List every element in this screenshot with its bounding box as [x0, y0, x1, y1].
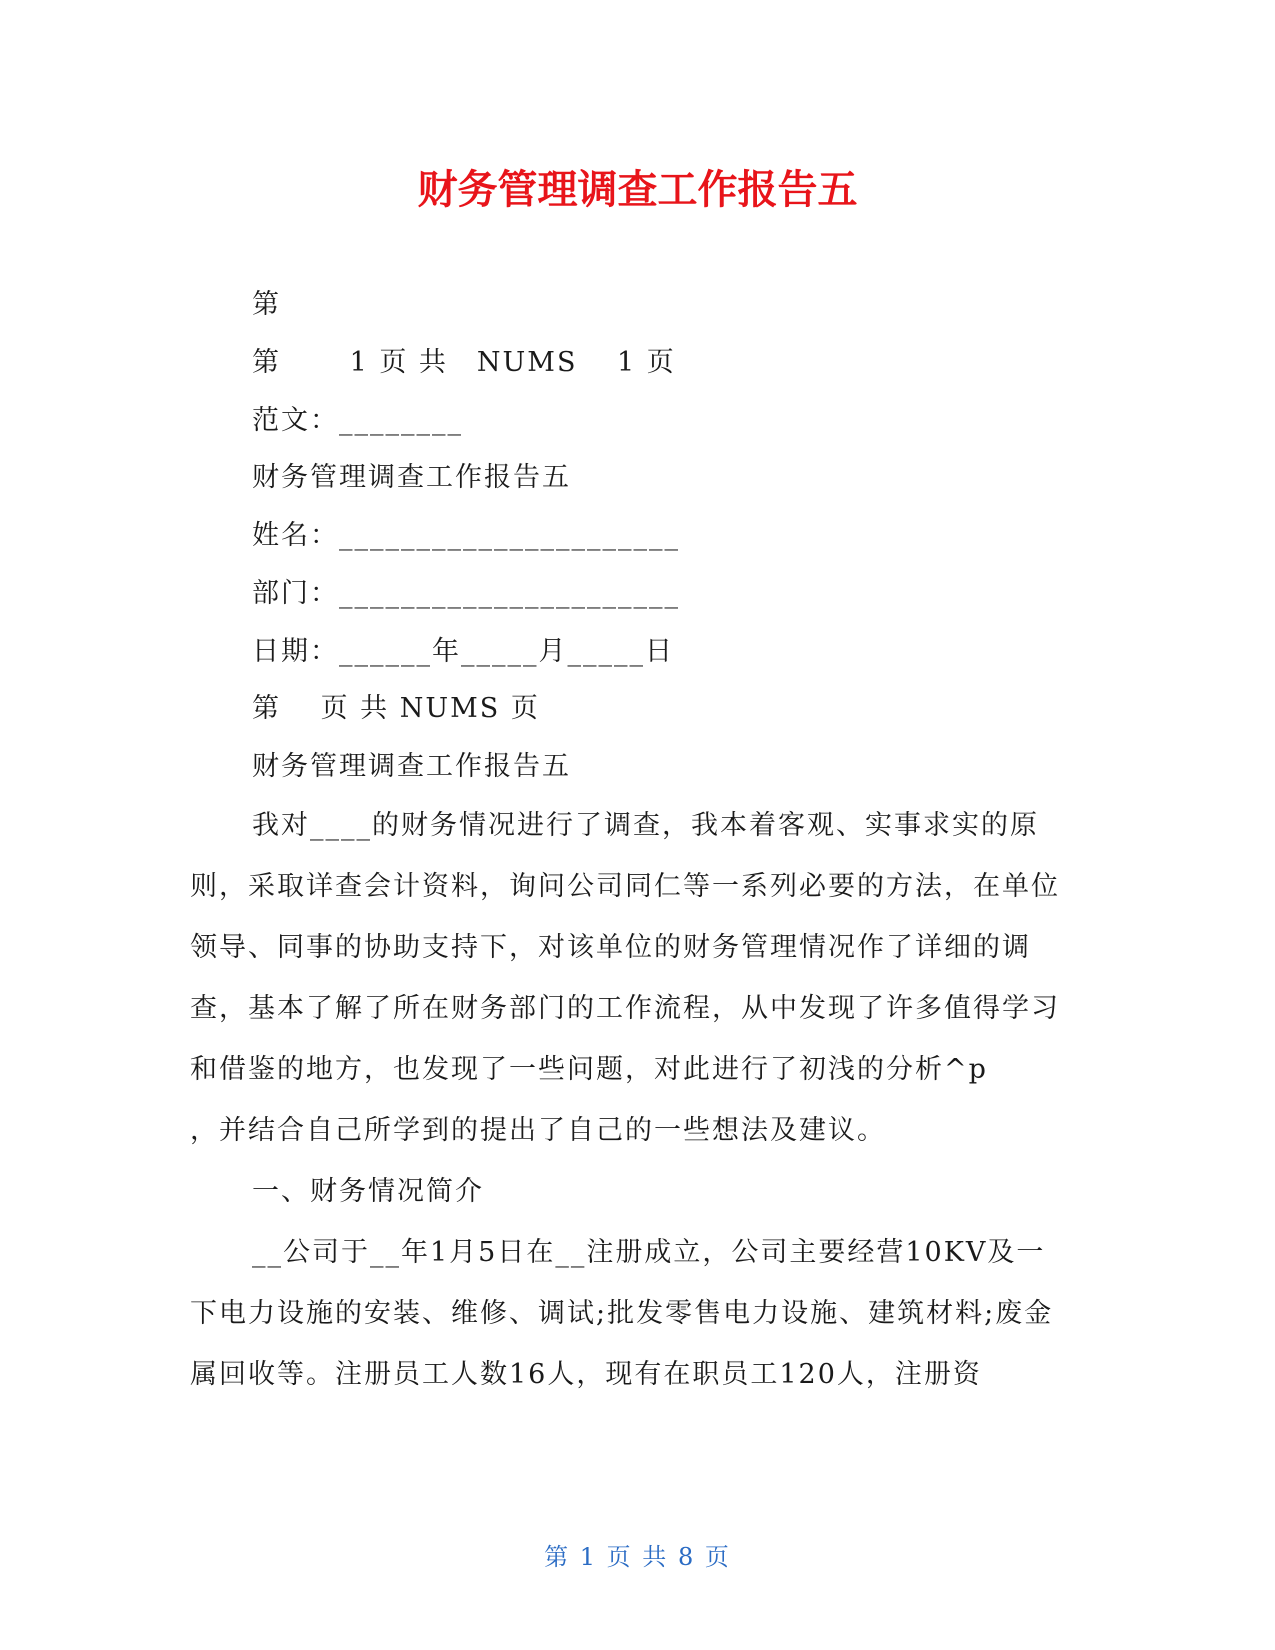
- header-line-fanwen: 范文：________: [252, 405, 463, 436]
- page-footer: 第 1 页 共 8 页: [544, 1543, 731, 1571]
- body-paragraph-continuation: ，并结合自己所学到的提出了自己的一些想法及建议。: [190, 1115, 886, 1146]
- header-line-di: 第: [252, 289, 281, 320]
- section-heading-financial-overview: 一、财务情况简介: [252, 1176, 484, 1207]
- department-field-line: 部门：______________________: [252, 578, 680, 609]
- header-line-report-title: 财务管理调查工作报告五: [252, 462, 571, 493]
- name-field-line: 姓名：______________________: [252, 520, 680, 551]
- body-paragraph-company-info: __公司于__年1月5日在__注册成立，公司主要经营10KV及一下电力设施的安装、维修、调试;批发零售电力设施、建筑材料;废金属回收等。注册员工人数16人，现有在职员工120人，注册资: [190, 1237, 1054, 1390]
- date-field-line: 日期：______年_____月_____日: [252, 636, 674, 667]
- header-line-page-count: 第 1 页 共 NUMS 1 页: [252, 347, 676, 378]
- section-title-line: 财务管理调查工作报告五: [252, 751, 571, 782]
- body-paragraph-intro: 我对____的财务情况进行了调查，我本着客观、实事求实的原则，采取详查会计资料，询问公司同仁等一系列必要的方法，在单位领导、同事的协助支持下，对该单位的财务管理情况作了详细的调查，基本了解了所在财务部门的工作流程，从中发现了许多值得学习和借鉴的地方，也发现了一些问题，对此进行了初浅的分析^p: [190, 810, 1060, 1085]
- page-title: 财务管理调查工作报告五: [417, 167, 858, 213]
- report-body: [190, 795, 1070, 1405]
- header-line-page-nums: 第 页 共 NUMS 页: [252, 693, 540, 724]
